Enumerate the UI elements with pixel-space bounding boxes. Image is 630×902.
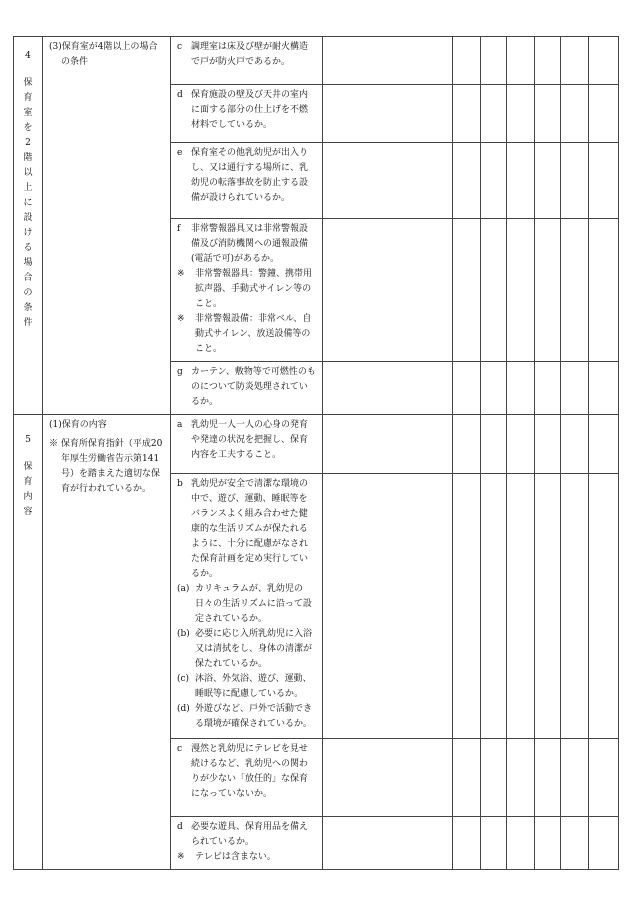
item-letter: d <box>177 822 183 832</box>
check-cell[interactable] <box>589 474 619 739</box>
remarks-cell[interactable] <box>323 739 453 817</box>
item-text <box>177 742 316 802</box>
check-item <box>171 85 323 143</box>
note-text: 非常警報器具：警鐘、携帯用拡声器、手動式サイレン等のこと。 <box>195 269 313 309</box>
check-cell[interactable] <box>589 739 619 817</box>
item-text <box>177 88 316 133</box>
item-text <box>177 222 316 267</box>
note-text: 非常警報設備：非常ベル、自動式サイレン、放送設備等のこと。 <box>195 314 312 354</box>
check-item <box>171 362 323 415</box>
check-cell[interactable] <box>561 143 589 219</box>
section-number: 5 <box>25 435 31 445</box>
item-body: 非常警報器具又は非常警報設備及び消防機関への通報設備(電話で可)があるか。 <box>191 224 309 264</box>
check-cell[interactable] <box>535 415 561 474</box>
check-cell[interactable] <box>453 143 481 219</box>
item-letter: g <box>177 367 183 377</box>
check-cell[interactable] <box>535 817 561 870</box>
table-row <box>14 415 619 474</box>
item-note <box>177 312 316 357</box>
check-cell[interactable] <box>561 219 589 362</box>
check-cell[interactable] <box>507 817 535 870</box>
check-cell[interactable] <box>507 143 535 219</box>
check-cell[interactable] <box>453 219 481 362</box>
check-cell[interactable] <box>561 415 589 474</box>
check-cell[interactable] <box>453 817 481 870</box>
check-cell[interactable] <box>589 37 619 85</box>
sub-text: 沐浴、外気浴、遊び、運動、睡眠等に配慮しているか。 <box>195 674 312 699</box>
check-cell[interactable] <box>453 85 481 143</box>
sub-text: 必要に応じ入所乳幼児に入浴又は清拭をし、身体の清潔が保たれているか。 <box>195 629 313 669</box>
check-cell[interactable] <box>453 739 481 817</box>
check-cell[interactable] <box>589 362 619 415</box>
item-text <box>177 146 316 206</box>
sub-item <box>177 672 316 702</box>
condition-title: (3)保育室が4階以上の場合の条件 <box>49 42 158 67</box>
check-item <box>171 415 323 474</box>
check-cell[interactable] <box>589 219 619 362</box>
item-letter: c <box>177 42 183 52</box>
item-letter: a <box>177 420 183 430</box>
remarks-cell[interactable] <box>323 415 453 474</box>
check-cell[interactable] <box>507 85 535 143</box>
item-body: 保育室その他乳幼児が出入りし、又は通行する場所に、乳幼児の転落事故を防止する設備が設けられているか。 <box>191 148 309 203</box>
sub-item <box>177 582 316 627</box>
item-text <box>177 365 316 410</box>
condition-note: ※ 保育所保育指針（平成20年厚生労働省告示第141号）を踏まえた適切な保育が行われているか。 <box>49 439 163 494</box>
sub-mark: (d) <box>177 704 190 714</box>
check-cell[interactable] <box>561 474 589 739</box>
note-mark: ※ <box>177 314 185 324</box>
check-cell[interactable] <box>481 85 507 143</box>
check-cell[interactable] <box>589 817 619 870</box>
condition-cell <box>43 415 171 870</box>
check-cell[interactable] <box>507 474 535 739</box>
condition-title: (1)保育の内容 <box>49 420 107 430</box>
check-cell[interactable] <box>481 37 507 85</box>
item-note <box>177 850 316 865</box>
check-cell[interactable] <box>535 37 561 85</box>
check-cell[interactable] <box>481 219 507 362</box>
check-cell[interactable] <box>589 85 619 143</box>
check-cell[interactable] <box>453 37 481 85</box>
item-letter: c <box>177 744 183 754</box>
check-cell[interactable] <box>561 37 589 85</box>
remarks-cell[interactable] <box>323 817 453 870</box>
check-cell[interactable] <box>589 415 619 474</box>
check-item <box>171 143 323 219</box>
item-note <box>177 267 316 312</box>
check-cell[interactable] <box>507 219 535 362</box>
check-cell[interactable] <box>453 474 481 739</box>
check-cell[interactable] <box>481 362 507 415</box>
remarks-cell[interactable] <box>323 37 453 85</box>
check-cell[interactable] <box>481 143 507 219</box>
sub-mark: (a) <box>177 584 190 594</box>
check-cell[interactable] <box>507 739 535 817</box>
item-letter: f <box>177 224 181 234</box>
inspection-checklist-table <box>13 36 619 870</box>
section-number-cell <box>14 37 43 415</box>
sub-text: 外遊びなど、戸外で活動できる環境が確保されているか。 <box>195 704 313 729</box>
check-cell[interactable] <box>453 415 481 474</box>
remarks-cell[interactable] <box>323 85 453 143</box>
check-item <box>171 817 323 870</box>
item-text <box>177 418 316 463</box>
check-item <box>171 219 323 362</box>
check-item <box>171 739 323 817</box>
check-cell[interactable] <box>507 362 535 415</box>
item-body: 漫然と乳幼児にテレビを見せ続けるなど、乳幼児への関わりが少ない「放任的」な保育になっていないか。 <box>191 744 309 799</box>
sub-text: カリキュラムが、乳幼児の日々の生活リズムに沿って設定されているか。 <box>195 584 312 624</box>
note-mark: ※ <box>177 852 185 862</box>
item-letter: e <box>177 148 183 158</box>
sub-mark: (c) <box>177 674 190 684</box>
table-row <box>14 37 619 85</box>
check-cell[interactable] <box>481 817 507 870</box>
remarks-cell[interactable] <box>323 474 453 739</box>
check-cell[interactable] <box>561 362 589 415</box>
check-cell[interactable] <box>561 739 589 817</box>
sub-item <box>177 627 316 672</box>
check-item <box>171 37 323 85</box>
check-cell[interactable] <box>589 143 619 219</box>
item-letter: b <box>177 479 183 489</box>
remarks-cell[interactable] <box>323 362 453 415</box>
sub-item <box>177 702 316 732</box>
remarks-cell[interactable] <box>323 143 453 219</box>
item-text <box>177 477 316 582</box>
check-cell[interactable] <box>561 85 589 143</box>
item-letter: d <box>177 90 183 100</box>
section-label: 保育室を2階以上に設ける場合の条件 <box>23 78 33 328</box>
item-body: 乳幼児一人一人の心身の発育や発達の状況を把握し、保育内容を工夫すること。 <box>191 420 309 460</box>
item-body: 乳幼児が安全で清潔な環境の中で、遊び、運動、睡眠等をバランスよく組み合わせた健康的な生活リズムが保たれるように、十分に配慮がなされた保育計画を定め実行しているか。 <box>191 479 309 579</box>
check-cell[interactable] <box>561 817 589 870</box>
note-mark: ※ <box>177 269 185 279</box>
check-cell[interactable] <box>507 37 535 85</box>
check-cell[interactable] <box>481 474 507 739</box>
item-text <box>177 40 316 70</box>
item-body: 必要な遊具、保育用品を備えられているか。 <box>191 822 309 847</box>
check-cell[interactable] <box>481 415 507 474</box>
check-cell[interactable] <box>535 474 561 739</box>
condition-cell <box>43 37 171 415</box>
check-cell[interactable] <box>453 362 481 415</box>
check-cell[interactable] <box>535 85 561 143</box>
note-text: テレビは含まない。 <box>195 852 276 862</box>
item-body: 調理室は床及び壁が耐火構造で戸が防火戸であるか。 <box>191 42 309 67</box>
section-number-cell <box>14 415 43 870</box>
check-cell[interactable] <box>535 739 561 817</box>
section-number: 4 <box>25 51 31 61</box>
remarks-cell[interactable] <box>323 219 453 362</box>
check-item <box>171 474 323 739</box>
item-text <box>177 820 316 850</box>
item-body: 保育施設の壁及び天井の室内に面する部分の仕上げを不燃材料でしているか。 <box>191 90 309 130</box>
check-cell[interactable] <box>481 739 507 817</box>
check-cell[interactable] <box>535 143 561 219</box>
item-body: カーテン、敷物等で可燃性のものについて防炎処理されているか。 <box>191 367 316 407</box>
section-label: 保育内容 <box>23 462 33 517</box>
check-cell[interactable] <box>535 362 561 415</box>
check-cell[interactable] <box>535 219 561 362</box>
check-cell[interactable] <box>507 415 535 474</box>
sub-mark: (b) <box>177 629 190 639</box>
